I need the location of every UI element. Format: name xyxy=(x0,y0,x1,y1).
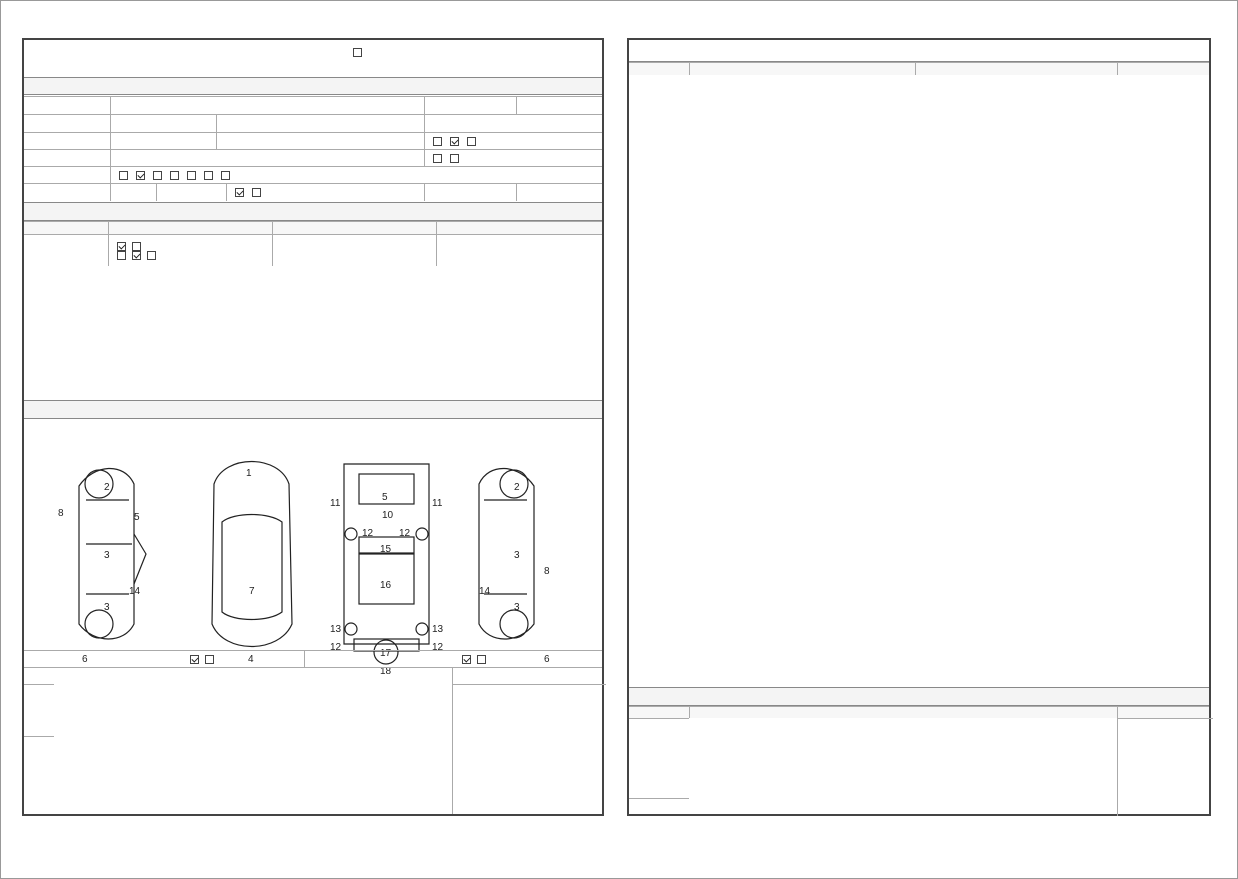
transmission-auto-checkbox[interactable] xyxy=(433,137,442,146)
summary-columns xyxy=(24,221,602,234)
svg-text:3: 3 xyxy=(104,550,110,561)
odo-bad-checkbox[interactable] xyxy=(132,242,141,251)
odo-good-checkbox[interactable] xyxy=(117,242,126,251)
row-car-name xyxy=(24,96,602,114)
svg-text:3: 3 xyxy=(514,550,520,561)
svg-text:11: 11 xyxy=(432,498,443,509)
row-first-registration xyxy=(24,132,602,149)
svg-text:13: 13 xyxy=(432,624,444,635)
outer-panel-label xyxy=(24,684,54,736)
warranty-insurer-checkbox[interactable] xyxy=(252,188,261,197)
svg-text:11: 11 xyxy=(330,498,341,509)
svg-text:14: 14 xyxy=(129,586,141,597)
svg-text:2: 2 xyxy=(104,482,110,493)
simple-repair-yes-checkbox[interactable] xyxy=(477,655,486,664)
svg-text:1: 1 xyxy=(246,468,252,479)
fuel-diesel-checkbox[interactable] xyxy=(136,171,145,180)
odo-normal-checkbox[interactable] xyxy=(132,251,141,260)
transmission-semi-checkbox[interactable] xyxy=(467,137,476,146)
svg-text:12: 12 xyxy=(399,528,411,539)
vin-value xyxy=(110,150,424,166)
accident-history-row xyxy=(24,650,602,667)
svg-text:7: 7 xyxy=(249,586,255,597)
damage-diagram xyxy=(24,444,602,677)
row-fuel xyxy=(24,166,602,183)
svg-text:8: 8 xyxy=(58,508,64,519)
car-outline-diagram xyxy=(24,444,606,677)
svg-text:12: 12 xyxy=(330,642,342,653)
svg-text:12: 12 xyxy=(432,642,444,653)
inspection-record-sheet xyxy=(22,38,604,816)
svg-text:4: 4 xyxy=(248,654,254,665)
accident-header xyxy=(24,400,602,419)
odo-low-checkbox[interactable] xyxy=(147,251,156,260)
svg-text:5: 5 xyxy=(134,512,140,523)
accident-yes-checkbox[interactable] xyxy=(205,655,214,664)
etc-price-value xyxy=(1117,718,1213,816)
abnormal-parts-header xyxy=(24,667,602,684)
fuel-lpg-checkbox[interactable] xyxy=(153,171,162,180)
basic-info-header xyxy=(24,77,602,95)
etc-header xyxy=(629,687,1209,706)
detail-status-sheet xyxy=(627,38,1211,816)
etc-columns xyxy=(629,706,1209,718)
svg-text:3: 3 xyxy=(514,602,520,613)
price-option-checkbox[interactable] xyxy=(353,48,362,57)
svg-text:16: 16 xyxy=(380,580,392,591)
svg-text:18: 18 xyxy=(380,666,392,677)
fuel-hydrogen-checkbox[interactable] xyxy=(204,171,213,180)
svg-text:5: 5 xyxy=(382,492,388,503)
fuel-other-checkbox[interactable] xyxy=(221,171,230,180)
repair-price-value xyxy=(452,684,606,814)
fuel-hybrid-checkbox[interactable] xyxy=(170,171,179,180)
detail-header xyxy=(629,40,1209,62)
svg-text:10: 10 xyxy=(382,510,394,521)
odo-high-checkbox[interactable] xyxy=(117,251,126,260)
detail-columns xyxy=(629,62,1209,75)
svg-text:2: 2 xyxy=(514,482,520,493)
svg-text:15: 15 xyxy=(380,544,392,555)
svg-text:8: 8 xyxy=(544,566,550,577)
svg-text:6: 6 xyxy=(544,654,550,665)
transmission-cvt-checkbox[interactable] xyxy=(433,154,442,163)
svg-text:17: 17 xyxy=(380,648,392,659)
registration-number xyxy=(516,97,606,114)
fuel-gasoline-checkbox[interactable] xyxy=(119,171,128,180)
main-frame-label xyxy=(24,736,54,814)
accident-none-checkbox[interactable] xyxy=(190,655,199,664)
warranty-self-checkbox[interactable] xyxy=(235,188,244,197)
fuel-electric-checkbox[interactable] xyxy=(187,171,196,180)
repair-needed-label xyxy=(629,718,689,798)
base-items-label xyxy=(629,798,689,816)
simple-repair-none-checkbox[interactable] xyxy=(462,655,471,664)
row-vin xyxy=(24,149,602,166)
current-mileage xyxy=(272,235,436,266)
sheet-title-block xyxy=(24,40,602,76)
svg-text:6: 6 xyxy=(82,654,88,665)
summary-row-odometer xyxy=(24,234,602,266)
svg-text:12: 12 xyxy=(362,528,374,539)
row-year xyxy=(24,114,602,132)
summary-header xyxy=(24,202,602,221)
transmission-manual-checkbox[interactable] xyxy=(450,137,459,146)
row-engine xyxy=(24,183,602,201)
svg-text:3: 3 xyxy=(104,602,110,613)
base-price xyxy=(516,184,606,201)
svg-text:14: 14 xyxy=(479,586,491,597)
transmission-other-checkbox[interactable] xyxy=(450,154,459,163)
svg-text:13: 13 xyxy=(330,624,342,635)
